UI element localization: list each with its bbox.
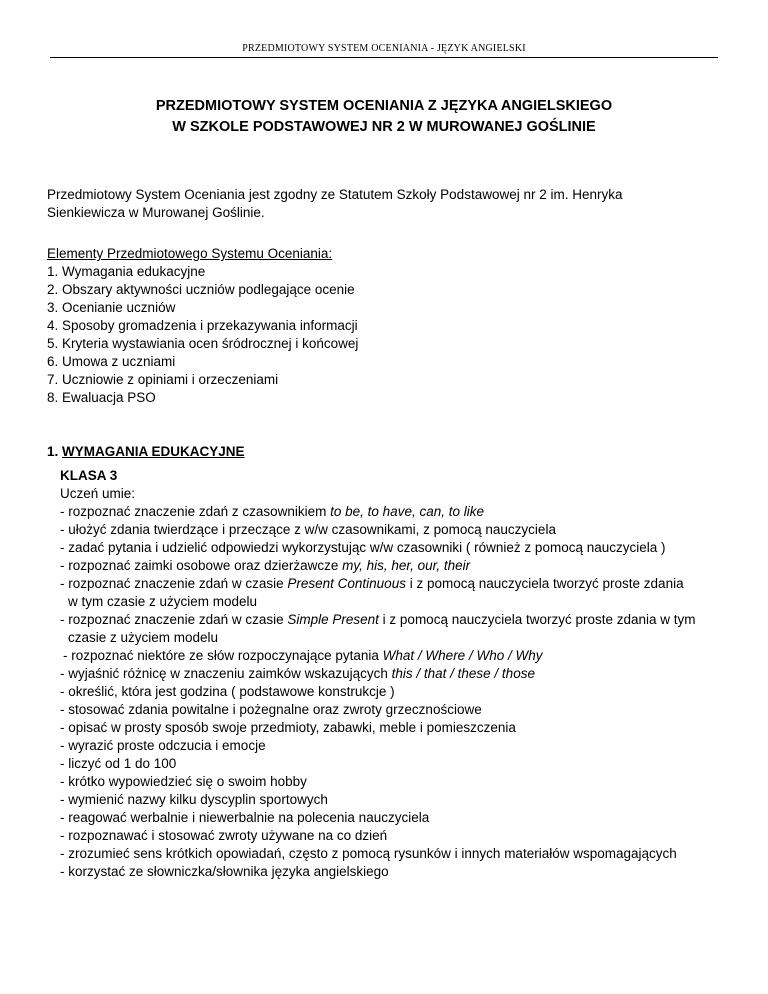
requirement-italic: Present Continuous <box>287 576 406 591</box>
title-line-1: PRZEDMIOTOWY SYSTEM OCENIANIA Z JĘZYKA ANGIELSKIEGO <box>155 98 613 114</box>
requirement-item: - wymienić nazwy kilku dyscyplin sportowych <box>60 792 328 807</box>
requirement-item: - wyrazić proste odczucia i emocje <box>60 738 266 753</box>
requirement-item <box>60 611 728 629</box>
requirement-item: - zadać pytania i udzielić odpowiedzi wykorzystując w/w czasowniki ( również z pomocą nauczyciela ) <box>60 540 666 555</box>
klasa-3-block <box>60 467 728 881</box>
requirement-italic: Simple Present <box>287 612 379 627</box>
requirement-item: - rozpoznawać i stosować zwroty używane na co dzień <box>60 828 388 843</box>
requirement-text: - rozpoznać znaczenie zdań z czasownikiem <box>60 504 331 519</box>
elements-heading: Elementy Przedmiotowego Systemu Oceniania: <box>47 246 333 261</box>
intro-line-1: Przedmiotowy System Oceniania jest zgodny ze Statutem Szkoły Podstawowej nr 2 im. Henryka <box>47 187 623 202</box>
requirement-italic: What / Where / Who / Why <box>382 648 543 663</box>
list-item: 6. Umowa z uczniami <box>47 354 176 369</box>
requirement-text: i z pomocą nauczyciela tworzyć proste zdania <box>405 576 684 591</box>
elements-list <box>47 245 727 407</box>
requirement-item <box>60 575 728 593</box>
requirement-item: - korzystać ze słowniczka/słownika języka angielskiego <box>60 864 389 879</box>
section-1-heading <box>47 443 727 461</box>
running-header: PRZEDMIOTOWY SYSTEM OCENIANIA - JĘZYK ANGIELSKI <box>242 43 526 54</box>
klasa-heading: KLASA 3 <box>60 468 118 483</box>
list-item: 3. Ocenianie uczniów <box>47 300 176 315</box>
list-item: 5. Kryteria wystawiania ocen śródrocznej i końcowej <box>47 336 359 351</box>
title-line-2: W SZKOLE PODSTAWOWEJ NR 2 W MUROWANEJ GOŚLINIE <box>172 119 596 135</box>
requirement-item: - reagować werbalnie i niewerbalnie na polecenia nauczyciela <box>60 810 430 825</box>
requirement-item: - zrozumieć sens krótkich opowiadań, często z pomocą rysunków i innych materiałów wspomagających <box>60 846 677 861</box>
requirement-italic: to be, to have, can, to like <box>330 504 484 519</box>
document-title <box>0 96 768 138</box>
requirement-item <box>60 665 728 683</box>
requirement-item <box>60 557 728 575</box>
requirement-item: - liczyć od 1 do 100 <box>60 756 177 771</box>
list-item: 1. Wymagania edukacyjne <box>47 264 206 279</box>
section-number: 1. <box>47 444 63 459</box>
header-rule <box>50 57 718 58</box>
requirement-text: - rozpoznać znaczenie zdań w czasie <box>60 612 288 627</box>
klasa-subheading: Uczeń umie: <box>60 486 136 501</box>
list-item: 2. Obszary aktywności uczniów podlegające ocenie <box>47 282 355 297</box>
requirement-item: - opisać w prosty sposób swoje przedmioty, zabawki, meble i pomieszczenia <box>60 720 516 735</box>
intro-line-2: Sienkiewicza w Murowanej Goślinie. <box>47 205 265 220</box>
requirement-text: - rozpoznać zaimki osobowe oraz dzierżawcze <box>60 558 343 573</box>
intro-paragraph <box>47 186 727 222</box>
requirement-item: - ułożyć zdania twierdzące i przeczące z w/w czasownikami, z pomocą nauczyciela <box>60 522 556 537</box>
requirement-text: - rozpoznać znaczenie zdań w czasie <box>60 576 288 591</box>
section-title: WYMAGANIA EDUKACYJNE <box>62 444 245 459</box>
requirement-item: - stosować zdania powitalne i pożegnalne oraz zwroty grzecznościowe <box>60 702 482 717</box>
requirement-italic: my, his, her, our, their <box>342 558 471 573</box>
requirement-item: - określić, która jest godzina ( podstawowe konstrukcje ) <box>60 684 395 699</box>
requirement-continuation: czasie z użyciem modelu <box>68 630 219 645</box>
requirement-text: - wyjaśnić różnicę w znaczeniu zaimków wskazujących <box>60 666 392 681</box>
list-item: 4. Sposoby gromadzenia i przekazywania informacji <box>47 318 358 333</box>
requirement-italic: this / that / these / those <box>391 666 535 681</box>
list-item: 8. Ewaluacja PSO <box>47 390 156 405</box>
requirement-continuation: w tym czasie z użyciem modelu <box>68 594 258 609</box>
requirement-text: - rozpoznać niektóre ze słów rozpoczynające pytania <box>63 648 383 663</box>
requirement-item: - krótko wypowiedzieć się o swoim hobby <box>60 774 307 789</box>
requirement-item <box>60 503 728 521</box>
list-item: 7. Uczniowie z opiniami i orzeczeniami <box>47 372 279 387</box>
requirement-text: i z pomocą nauczyciela tworzyć proste zdania w tym <box>378 612 696 627</box>
requirement-item <box>60 647 728 665</box>
